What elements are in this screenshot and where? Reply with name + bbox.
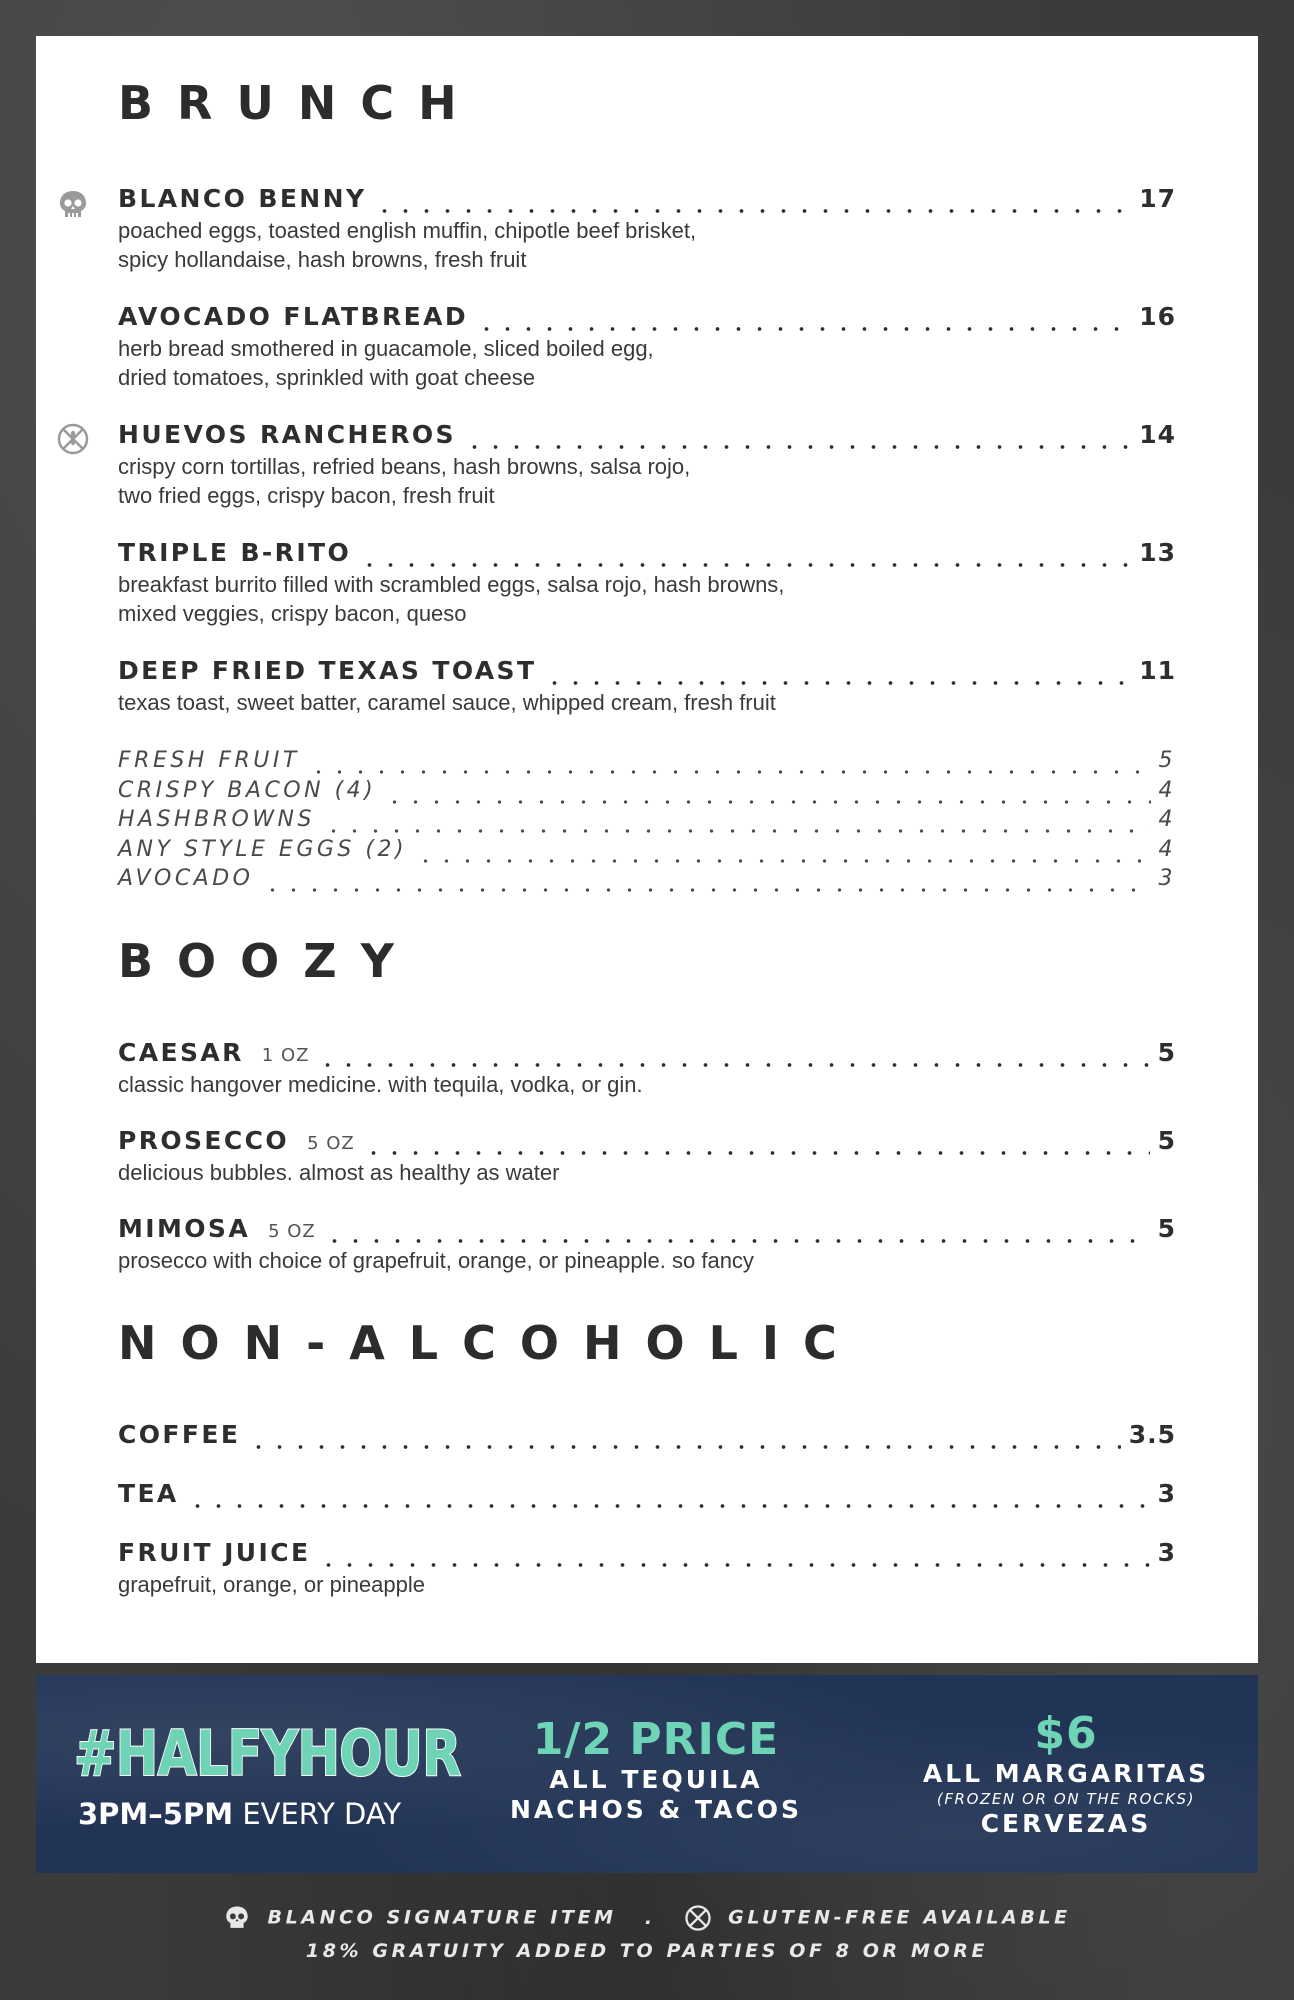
side-item — [118, 807, 1176, 837]
halfy-hour-time — [78, 1797, 401, 1831]
halfy-hour-hashtag: #HALFYHOUR — [74, 1717, 461, 1790]
side-item — [118, 748, 1176, 778]
menu-item-coffee — [118, 1420, 1176, 1456]
six-dollar-offer — [906, 1709, 1226, 1839]
item-name: COFFEE — [118, 1420, 241, 1449]
item-price: 16 — [1139, 302, 1176, 331]
desc-line: poached eggs, toasted english muffin, chipotle beef brisket, — [118, 218, 697, 243]
side-price: 4 — [1158, 807, 1176, 832]
dot-leader — [187, 1503, 1150, 1509]
desc-line: texas toast, sweet batter, caramel sauce, whipped cream, fresh fruit — [118, 690, 776, 715]
item-description: classic hangover medicine. with tequila, vodka, or gin. — [118, 1072, 643, 1097]
side-price: 5 — [1158, 748, 1176, 773]
item-description — [118, 570, 1078, 628]
time-range: 3PM–5PM — [78, 1797, 234, 1831]
side-name: CRISPY BACON (4) — [118, 778, 377, 803]
menu-item-prosecco — [118, 1126, 1176, 1162]
menu-item-deep-fried-texas-toast — [118, 656, 1176, 692]
menu-paper — [36, 36, 1258, 1663]
dot-leader — [248, 1444, 1120, 1450]
side-name: HASHBROWNS — [118, 807, 315, 832]
gluten-free-icon — [56, 422, 90, 456]
item-name: PROSECCO — [118, 1126, 290, 1155]
item-price: 13 — [1139, 538, 1176, 567]
dot-leader — [415, 858, 1150, 864]
dot-leader — [476, 326, 1131, 332]
menu-item-huevos-rancheros — [118, 420, 1176, 456]
dot-leader — [464, 444, 1131, 450]
gluten-free-icon — [684, 1904, 712, 1932]
item-name: AVOCADO FLATBREAD — [118, 302, 468, 331]
dot-leader — [359, 562, 1131, 568]
six-dollar-note: (FROZEN OR ON THE ROCKS) — [936, 1790, 1196, 1808]
desc-line: two fried eggs, crispy bacon, fresh fruit — [118, 483, 495, 508]
skull-icon — [223, 1904, 251, 1932]
side-price: 3 — [1158, 866, 1176, 891]
side-item — [118, 866, 1176, 896]
six-dollar-line: CERVEZAS — [980, 1809, 1152, 1838]
item-price: 5 — [1157, 1214, 1176, 1243]
half-price-offer — [506, 1715, 806, 1825]
desc-line: dried tomatoes, sprinkled with goat cheese — [118, 365, 536, 390]
menu-item-tea — [118, 1479, 1176, 1515]
side-price: 4 — [1158, 837, 1176, 862]
dot-leader — [308, 769, 1151, 775]
legend-line — [0, 1904, 1294, 1932]
item-price: 3.5 — [1128, 1420, 1176, 1449]
halfy-hour-banner — [36, 1675, 1258, 1873]
menu-item-mimosa — [118, 1214, 1176, 1250]
item-price: 17 — [1139, 184, 1176, 213]
half-price-line: ALL TEQUILA — [549, 1765, 763, 1794]
item-unit: 5 OZ — [268, 1221, 316, 1242]
dot-leader — [317, 1062, 1149, 1068]
item-name: DEEP FRIED TEXAS TOAST — [118, 656, 537, 685]
dot-leader — [363, 1150, 1150, 1156]
half-price-headline: 1/2 PRICE — [532, 1714, 780, 1765]
item-name: MIMOSA — [118, 1214, 251, 1243]
dot-leader — [323, 828, 1151, 834]
six-dollar-line: ALL MARGARITAS — [922, 1759, 1210, 1788]
item-description — [118, 688, 1078, 717]
item-price: 5 — [1157, 1038, 1176, 1067]
side-name: FRESH FRUIT — [118, 748, 300, 773]
side-price: 4 — [1158, 778, 1176, 803]
item-name: CAESAR — [118, 1038, 244, 1067]
side-name: AVOCADO — [118, 866, 254, 891]
side-item — [118, 778, 1176, 808]
desc-line: mixed veggies, crispy bacon, queso — [118, 601, 467, 626]
desc-line: herb bread smothered in guacamole, sliced boiled egg, — [118, 336, 654, 361]
desc-line: crispy corn tortillas, refried beans, hash browns, salsa rojo, — [118, 454, 691, 479]
side-item — [118, 837, 1176, 867]
signature-legend: BLANCO SIGNATURE ITEM — [267, 1906, 617, 1929]
menu-item-fruit-juice — [118, 1538, 1176, 1574]
menu-item-avocado-flatbread — [118, 302, 1176, 338]
six-dollar-headline: $6 — [1034, 1708, 1098, 1759]
item-description: prosecco with choice of grapefruit, orange, or pineapple. so fancy — [118, 1248, 754, 1273]
legend-separator: . — [644, 1906, 656, 1929]
item-name: HUEVOS RANCHEROS — [118, 420, 456, 449]
menu-item-caesar — [118, 1038, 1176, 1074]
item-name: TRIPLE B-RITO — [118, 538, 352, 567]
item-description — [118, 216, 1078, 274]
side-name: ANY STYLE EGGS (2) — [118, 837, 408, 862]
desc-line: breakfast burrito filled with scrambled eggs, salsa rojo, hash browns, — [118, 572, 785, 597]
item-unit: 1 OZ — [261, 1045, 310, 1066]
dot-leader — [324, 1238, 1150, 1244]
boozy-title: BOOZY — [118, 934, 418, 988]
dot-leader — [262, 887, 1151, 893]
time-frequency: EVERY DAY — [242, 1797, 402, 1831]
item-description: delicious bubbles. almost as healthy as water — [118, 1160, 560, 1185]
item-price: 3 — [1157, 1538, 1176, 1567]
menu-item-blanco-benny — [118, 184, 1176, 220]
dot-leader — [374, 208, 1131, 214]
item-price: 14 — [1139, 420, 1176, 449]
item-description: grapefruit, orange, or pineapple — [118, 1572, 425, 1597]
item-name: BLANCO BENNY — [118, 184, 367, 213]
item-price: 3 — [1157, 1479, 1176, 1508]
half-price-line: NACHOS & TACOS — [509, 1795, 803, 1824]
item-price: 11 — [1139, 656, 1176, 685]
dot-leader — [384, 799, 1150, 805]
menu-item-triple-b-rito — [118, 538, 1176, 574]
item-price: 5 — [1157, 1126, 1176, 1155]
gluten-free-legend: GLUTEN-FREE AVAILABLE — [728, 1906, 1071, 1929]
skull-icon — [56, 188, 90, 222]
dot-leader — [544, 680, 1131, 686]
non-alcoholic-title: NON-ALCOHOLIC — [118, 1316, 861, 1370]
item-description — [118, 334, 1078, 392]
brunch-title: BRUNCH — [118, 76, 481, 130]
desc-line: spicy hollandaise, hash browns, fresh fruit — [118, 247, 527, 272]
item-unit: 5 OZ — [307, 1133, 355, 1154]
item-name: FRUIT JUICE — [118, 1538, 311, 1567]
dot-leader — [318, 1562, 1149, 1568]
gratuity-note: 18% GRATUITY ADDED TO PARTIES OF 8 OR MORE — [305, 1940, 989, 1962]
item-description — [118, 452, 1078, 510]
item-name: TEA — [118, 1479, 179, 1508]
